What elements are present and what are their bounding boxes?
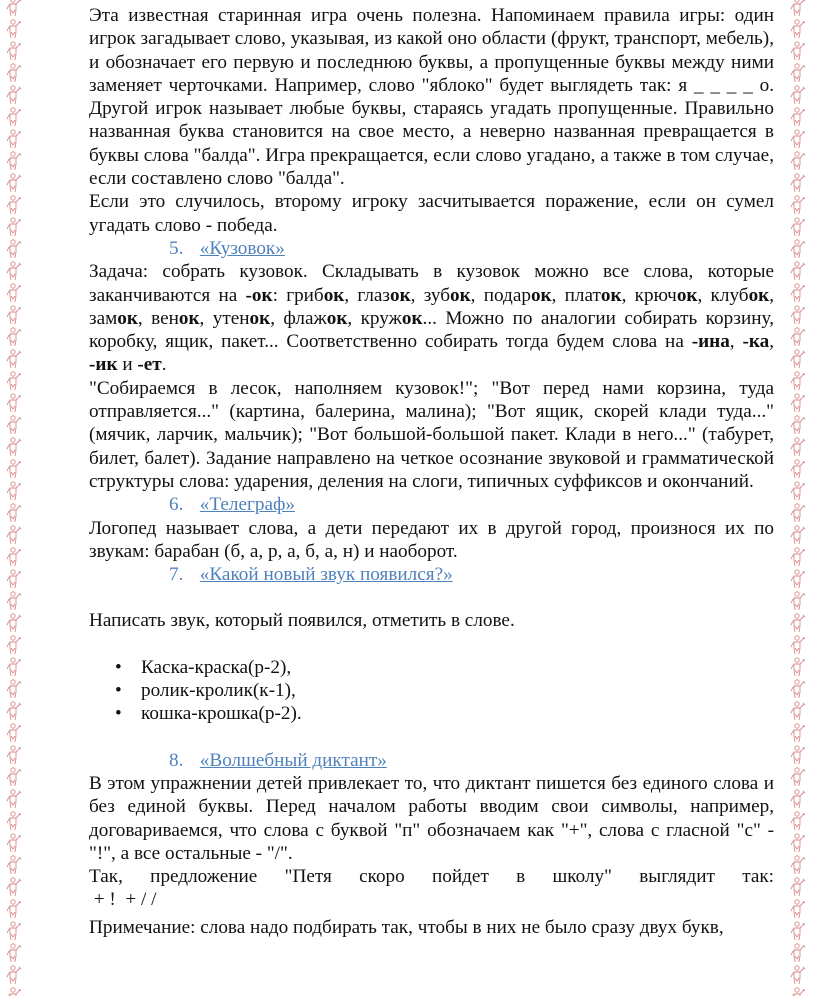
- section-number: 8.: [169, 749, 184, 771]
- word-pairs-list: [89, 656, 774, 726]
- bullet-icon: •: [115, 656, 122, 678]
- document-page: [89, 4, 774, 939]
- dictation-example-sentence: Так, предложение "Петя скоро пойдет в школу" выглядит так:: [89, 866, 774, 888]
- new-sound-instruction: Написать звук, который появился, отметить в слове.: [89, 610, 515, 632]
- bullet-icon: •: [115, 703, 122, 725]
- section-heading-7: [89, 563, 774, 586]
- section-heading-5: [89, 237, 774, 260]
- kuzovok-example-paragraph: "Собираемся в лесок, наполняем кузовок!"; "Вот перед нами корзина, туда отправляется..." (картина, балерина, малина); "Вот ящик, скорей клади туда..." (мячик, ларчик, мальчик); "Вот большой-большой пакет. Клади в него..." (табурет, билет, балет). Задание направлено на четкое осознание звуковой и грамматической структуры слова: ударения, деления на слоги, типичных суффиксов и окончаний.: [89, 377, 774, 492]
- section-link-kuzovok[interactable]: «Кузовок»: [199, 237, 285, 259]
- decorative-border-right: [786, 0, 810, 996]
- bullet-icon: •: [115, 680, 122, 702]
- decorative-border-left: [2, 0, 26, 996]
- dictation-example-symbols: + ! + / /: [89, 889, 157, 911]
- kuzovok-task-paragraph: Задача: собрать кузовок. Складывать в кузовок можно все слова, которые заканчиваются на -ок: грибок, глазок, зубок, подарок, платок, крючок, клубок, замок, венок, утенок, флажок, кружок... Можно по аналогии собирать корзину, коробку, ящик, пакет... Соответственно собирать тогда будем слова на -ина, -ка, -ик и -ет.: [89, 261, 775, 376]
- telegraf-paragraph: Логопед называет слова, а дети передают их в другой город, произнося их по звукам: барабан (б, а, р, а, б, а, н) и наоборот.: [89, 517, 774, 562]
- dictation-paragraph: В этом упражнении детей привлекает то, что диктант пишется без единого слова и без единой буквы. Перед началом работы вводим свои символы, например, договариваемся, что слова с буквой "п" обозначаем как "+", слова с гласной "с" - "!", а все остальные - "/".: [89, 772, 774, 864]
- intro-result-paragraph: Если это случилось, второму игроку засчитывается поражение, если он сумел угадать слово - победа.: [89, 191, 774, 236]
- section-link-magic-dictation[interactable]: «Волшебный диктант»: [199, 749, 387, 771]
- section-heading-6: [89, 493, 774, 516]
- list-item: • Каска-краска(р-2),: [115, 656, 292, 678]
- list-item: • ролик-кролик(к-1),: [115, 680, 296, 702]
- section-number: 5.: [169, 237, 184, 259]
- intro-paragraph: Эта известная старинная игра очень полезна. Напоминаем правила игры: один игрок загадывает слово, указывая, из какой оно области (фрукт, транспорт, мебель), и обозначает его первую и последнюю буквы, а пропущенные буквы между ними заменяет черточками. Например, слово "яблоко" будет выглядеть так: я _ _ _ _ о. Другой игрок называет любые буквы, стараясь угадать пропущенные. Правильно названная буква становится на свое место, а неверно названная превращается в буквы слова "балда". Игра прекращается, если слово угадано, а также в том случае, если составлено слово "балда".: [89, 5, 774, 190]
- section-number: 7.: [169, 564, 184, 586]
- section-link-telegraf[interactable]: «Телеграф»: [199, 494, 295, 516]
- section-link-new-sound[interactable]: «Какой новый звук появился?»: [199, 564, 453, 586]
- section-number: 6.: [169, 494, 184, 516]
- section-heading-8: [89, 749, 774, 772]
- list-item: • кошка-крошка(р-2).: [115, 703, 302, 725]
- dictation-note: Примечание: слова надо подбирать так, чтобы в них не было сразу двух букв,: [89, 916, 724, 938]
